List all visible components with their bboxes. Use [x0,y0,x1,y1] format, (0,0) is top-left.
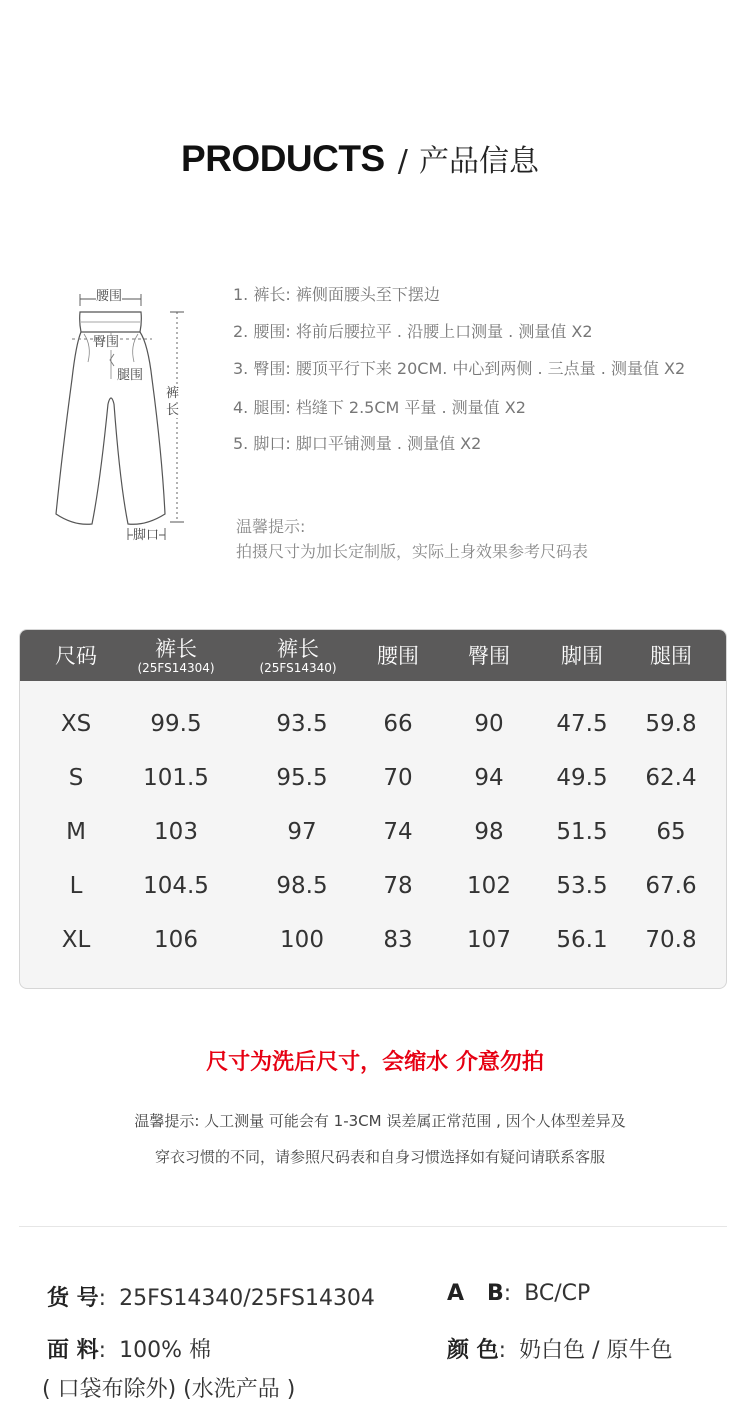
fabric-note: ( 口袋布除外) (水洗产品 ) [42,1377,296,1402]
cell-length-a: 106 [154,927,198,953]
title-en: PRODUCTS [181,138,385,179]
ab-colon: : [503,1281,512,1306]
sku-colon: : [98,1286,107,1311]
color-label: 颜 色 [447,1338,499,1363]
cell-hem: 49.5 [556,765,608,791]
cell-thigh: 59.8 [645,711,697,737]
measure-note: 2. 腰围: 将前后腰拉平 . 沿腰上口测量 . 测量值 X2 [233,322,593,341]
cell-hip: 102 [467,873,511,899]
cell-thigh: 70.8 [645,927,697,953]
cell-length-b: 95.5 [276,765,328,791]
cell-hem: 53.5 [556,873,608,899]
header-waist: 腰围 [377,643,419,668]
cell-size: XS [60,711,92,737]
header-hem: 脚围 [561,643,603,668]
diagram-label-hip: 臀围 [93,335,120,350]
photo-size-tip [236,514,588,564]
title-separator: / [397,144,408,179]
diagram-label-hem: 脚口 [133,528,160,543]
ab-value: BC/CP [524,1281,591,1306]
page-title [0,136,720,180]
color-row [447,1333,673,1364]
cell-thigh: 67.6 [645,873,697,899]
cell-hem: 56.1 [556,927,608,953]
color-colon: : [498,1338,507,1363]
diagram-label-length-b: 长 [166,403,180,418]
pants-measurement-diagram [48,284,198,546]
size-table [19,629,727,989]
cell-waist: 74 [383,819,413,845]
measure-note: 4. 腿围: 档缝下 2.5CM 平量 . 测量值 X2 [233,398,526,417]
cell-length-a: 104.5 [143,873,209,899]
measure-note: 1. 裤长: 裤侧面腰头至下摆边 [233,285,440,304]
cell-hem: 51.5 [556,819,608,845]
cell-hip: 98 [474,819,504,845]
ab-row [447,1281,590,1306]
header-length-25fs14304: 裤长 (25FS14304) [137,636,215,675]
cell-length-a: 99.5 [150,711,202,737]
measurement-error-tip-line-1: 温馨提示: 人工测量 可能会有 1-3CM 误差属正常范围 , 因个人体型差异及 [134,1112,626,1130]
header-thigh: 腿围 [650,643,692,668]
cell-hip: 107 [467,927,511,953]
measure-note: 5. 脚口: 脚口平铺测量 . 测量值 X2 [233,434,482,453]
measure-note: 3. 臀围: 腰顶平行下来 20CM. 中心到两侧 . 三点量 . 测量值 X2 [233,359,686,378]
size-table-header [20,630,726,681]
header-size: 尺码 [55,643,97,668]
tip-title: 温馨提示: [236,517,306,536]
cell-length-a: 103 [154,819,198,845]
color-value: 奶白色 / 原牛色 [519,1338,673,1363]
cell-length-b: 98.5 [276,873,328,899]
title-cn: 产品信息 [418,144,539,179]
ab-label: A B [447,1281,504,1306]
cell-thigh: 65 [656,819,686,845]
sku-label: 货 号 [47,1286,99,1311]
measurement-error-tip-line-2: 穿衣习惯的不同，请参照尺码表和自身习惯选择如有疑问请联系客服 [154,1148,605,1166]
diagram-label-thigh: 腿围 [117,368,144,383]
cell-size: L [69,873,83,899]
cell-size: XL [61,927,91,953]
diagram-label-waist: 腰围 [96,289,123,304]
sku-row [47,1281,375,1312]
cell-length-b: 93.5 [276,711,328,737]
cell-length-a: 101.5 [143,765,209,791]
cell-waist: 70 [383,765,413,791]
fabric-label: 面 料 [47,1338,99,1363]
cell-waist: 83 [383,927,413,953]
diagram-label-length-a: 裤 [166,386,180,401]
fabric-colon: : [98,1338,107,1363]
header-hip: 臀围 [468,643,510,668]
cell-hip: 90 [474,711,504,737]
cell-length-b: 97 [287,819,317,845]
fabric-row [47,1333,211,1364]
cell-size: M [66,819,86,845]
cell-hip: 94 [474,765,504,791]
cell-size: S [68,765,84,791]
header-length-25fs14340: 裤长 (25FS14340) [259,636,337,675]
cell-hem: 47.5 [556,711,608,737]
tip-text: 拍摄尺寸为加长定制版，实际上身效果参考尺码表 [236,542,589,561]
section-divider [19,1226,727,1227]
fabric-value: 100% 棉 [119,1338,211,1363]
shrink-warning: 尺寸为洗后尺寸，会缩水 介意勿拍 [206,1050,544,1075]
sku-value: 25FS14340/25FS14304 [119,1286,375,1311]
cell-waist: 78 [383,873,413,899]
cell-thigh: 62.4 [645,765,697,791]
cell-waist: 66 [383,711,413,737]
cell-length-b: 100 [280,927,324,953]
